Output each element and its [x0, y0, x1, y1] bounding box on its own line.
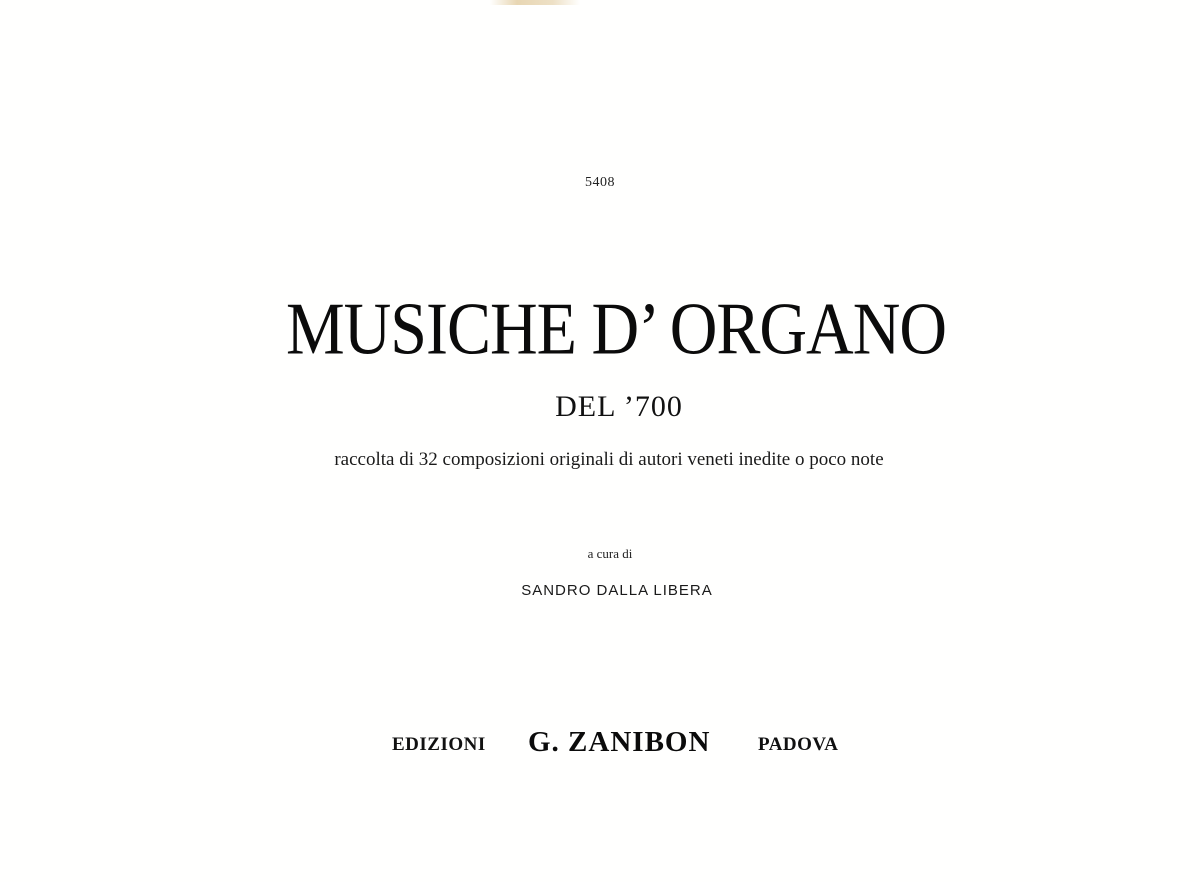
catalog-number: 5408 [585, 175, 615, 190]
publisher-line [392, 726, 852, 766]
curator-label: a cura di [587, 546, 633, 561]
paper-stain [490, 0, 580, 5]
subtitle: DEL ’700 [555, 390, 683, 423]
page-title: MUSICHE D’ ORGANO [285, 288, 947, 371]
publisher-prefix: EDIZIONI [392, 734, 486, 755]
publisher-city: PADOVA [758, 734, 839, 755]
publisher-name: G. ZANIBON [528, 726, 711, 758]
curator-name: SANDRO DALLA LIBERA [521, 582, 713, 599]
collection-description: raccolta di 32 composizioni originali di autori veneti inedite o poco note [334, 449, 884, 470]
